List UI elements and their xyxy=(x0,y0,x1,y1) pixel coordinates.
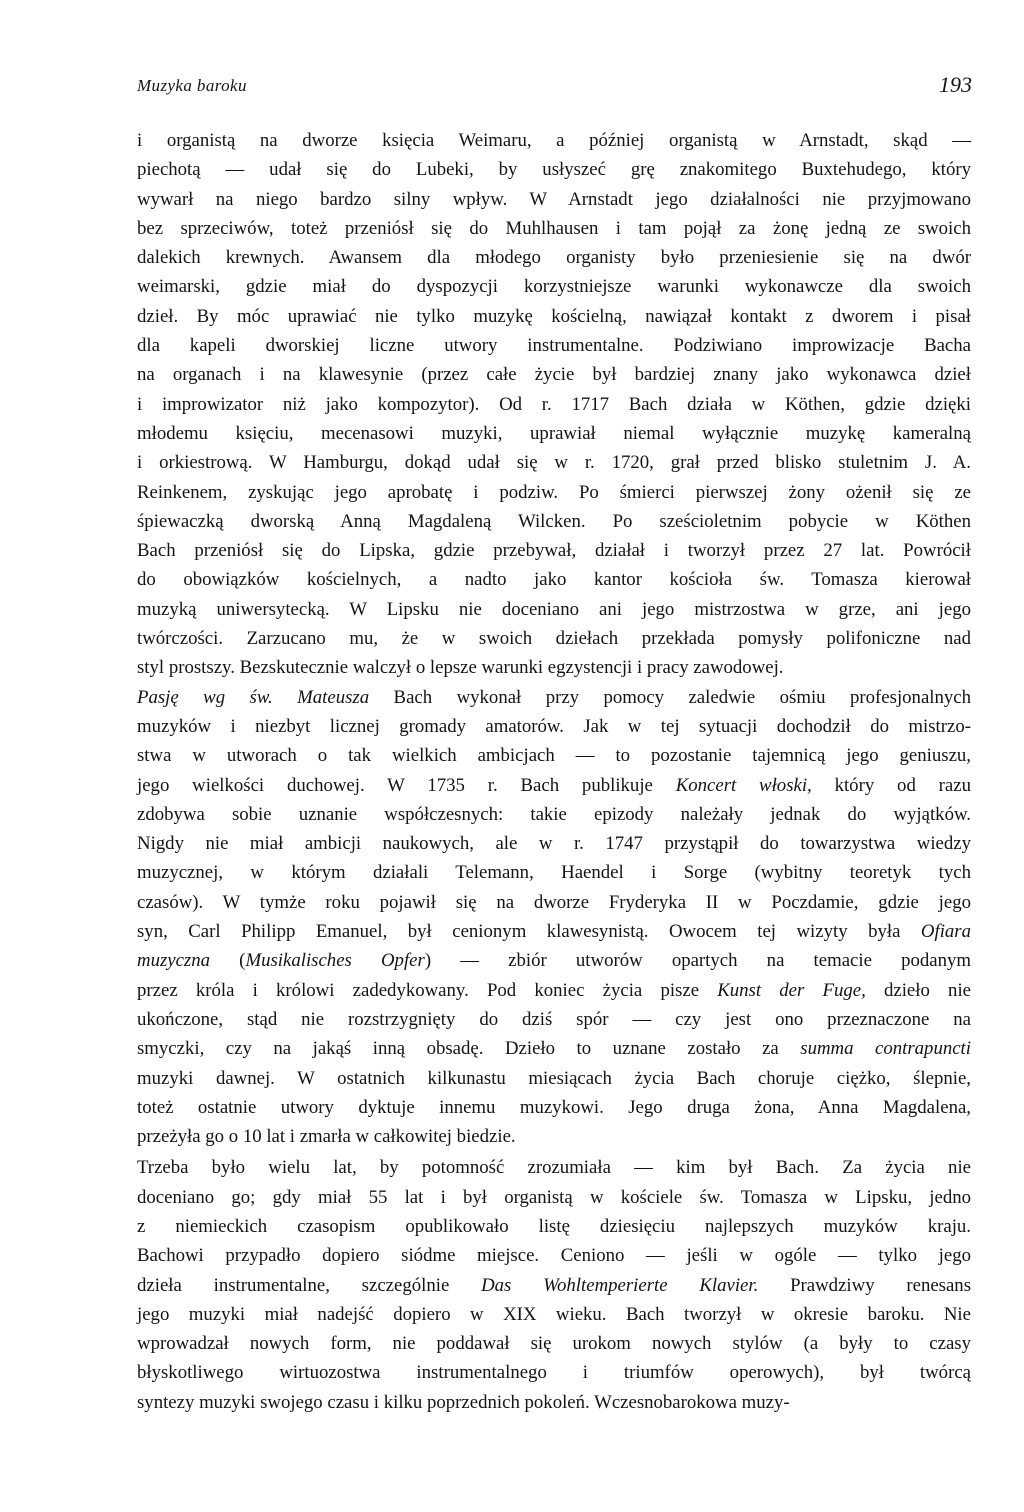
text-line xyxy=(137,771,971,800)
text-segment: ( xyxy=(210,950,246,972)
text-line xyxy=(137,1271,971,1300)
text-line xyxy=(137,243,971,272)
text-segment: Prawdziwy renesans xyxy=(758,1274,972,1296)
text-segment: i organistą na dworze księcia Weimaru, a później organistą w Arnstadt, skąd — xyxy=(137,130,971,151)
page-number: 193 xyxy=(939,72,972,97)
text-segment: ukończone, stąd nie rozstrzygnięty do dziś spór — czy jest ono przeznaczone na xyxy=(137,1008,971,1030)
text-line xyxy=(137,185,971,214)
text-line xyxy=(137,302,971,331)
text-segment: Bach wykonał przy pomocy zaledwie ośmiu profesjonalnych xyxy=(369,686,971,708)
text-segment: muzyki dawnej. W ostatnich kilkunastu miesiącach życia Bach choruje ciężko, ślepnie, xyxy=(137,1067,971,1089)
text-segment: błyskotliwego wirtuozostwa instrumentalnego i triumfów operowych), był twórcą xyxy=(137,1362,971,1384)
text-line xyxy=(137,1329,971,1358)
text-line xyxy=(137,624,971,653)
text-segment: młodemu księciu, mecenasowi muzyki, uprawiał niemal wyłącznie muzykę kameralną xyxy=(137,422,971,444)
italic-title: Ofiara xyxy=(920,921,971,943)
text-segment: który od razu xyxy=(811,774,971,796)
text-line xyxy=(137,976,971,1005)
text-segment: Nigdy nie miał ambicji naukowych, ale w r. 1747 przystąpił do towarzystwa wiedzy xyxy=(137,833,971,855)
text-line xyxy=(137,1388,971,1417)
text-segment: wprowadzał nowych form, nie poddawał się urokom nowych stylów (a były to czasy xyxy=(137,1333,971,1355)
text-segment: toteż ostatnie utwory dyktuje innemu muzykowi. Jego druga żona, Anna Magdalena, xyxy=(137,1096,971,1118)
text-segment: Bach przeniósł się do Lipska, gdzie przebywał, działał i tworzył przez 27 lat. Powrócił xyxy=(137,540,971,562)
text-line xyxy=(137,917,971,946)
text-line xyxy=(137,272,971,301)
text-line xyxy=(137,448,971,477)
text-line xyxy=(137,800,971,829)
text-segment: syn, Carl Philipp Emanuel, był cenionym klawesynistą. Owocem tej wizyty była xyxy=(137,921,921,943)
italic-title: Koncert włoski, xyxy=(675,774,812,796)
body-text xyxy=(137,126,971,1417)
text-line xyxy=(137,1064,971,1093)
text-line xyxy=(137,1005,971,1034)
text-line xyxy=(137,565,971,594)
text-segment: i improwizator niż jako kompozytor). Od r. 1717 Bach działa w Köthen, gdzie dzięki xyxy=(137,393,971,415)
text-segment: dzieło nie xyxy=(865,979,971,1001)
text-line xyxy=(137,1358,971,1387)
italic-title: Pasję wg św. Mateusza xyxy=(137,686,370,708)
running-head-title: Muzyka baroku xyxy=(137,76,247,95)
text-segment: piechotą — udał się do Lubeki, by usłyszeć grę znakomitego Buxtehudego, który xyxy=(137,159,971,181)
text-line xyxy=(137,1034,971,1063)
text-segment: muzyką uniwersytecką. W Lipsku nie doceniano ani jego mistrzostwa w grze, ani jego xyxy=(137,598,971,620)
text-segment: przeżyła go o 10 lat i zmarła w całkowitej biedzie. xyxy=(137,1126,516,1148)
text-segment: doceniano go; gdy miał 55 lat i był organistą w kościele św. Tomasza w Lipsku, jedno xyxy=(137,1186,971,1208)
text-line xyxy=(137,683,971,712)
text-segment: styl prostszy. Bezskutecznie walczył o lepsze warunki egzystencji i pracy zawodowej. xyxy=(137,657,784,679)
text-line xyxy=(137,1212,971,1241)
text-segment: stwa w utworach o tak wielkich ambicjach — to pozostanie tajemnicą jego geniuszu, xyxy=(137,745,971,767)
text-line xyxy=(137,1183,971,1212)
text-segment: muzycznej, w którym działali Telemann, Haendel i Sorge (wybitny teoretyk tych xyxy=(137,862,971,884)
text-segment: muzyków i niezbyt licznej gromady amatorów. Jak w tej sytuacji dochodził do mistrzo- xyxy=(137,715,971,737)
text-line xyxy=(137,478,971,507)
text-segment: czasów). W tymże roku pojawił się na dworze Fryderyka II w Poczdamie, gdzie jego xyxy=(137,891,971,913)
text-segment: syntezy muzyki swojego czasu i kilku poprzednich pokoleń. Wczesnobarokowa muzy- xyxy=(137,1391,790,1413)
italic-title: Kunst der Fuge, xyxy=(717,979,866,1001)
text-line xyxy=(137,419,971,448)
text-segment: dalekich krewnych. Awansem dla młodego organisty było przeniesienie się na dwór xyxy=(137,247,971,269)
italic-title: Musikalisches Opfer xyxy=(245,950,425,972)
text-segment: i orkiestrową. W Hamburgu, dokąd udał się w r. 1720, grał przed blisko stuletnim J. A. xyxy=(137,452,971,474)
text-line xyxy=(137,360,971,389)
text-line xyxy=(137,712,971,741)
text-line xyxy=(137,214,971,243)
text-line xyxy=(137,1093,971,1122)
text-segment: dzieła instrumentalne, szczególnie xyxy=(137,1274,482,1296)
text-segment: bez sprzeciwów, toteż przeniósł się do Muhlhausen i tam pojął za żonę jedną ze swoich xyxy=(137,217,971,239)
text-segment: Reinkenem, zyskując jego aprobatę i podziw. Po śmierci pierwszej żony ożenił się ze xyxy=(137,481,971,503)
text-segment: Bachowi przypadło dopiero siódme miejsce. Ceniono — jeśli w ogóle — tylko jego xyxy=(137,1245,971,1267)
text-segment: Trzeba było wielu lat, by potomność zrozumiała — kim był Bach. Za życia nie xyxy=(137,1157,971,1179)
text-segment: śpiewaczką dworską Anną Magdaleną Wilcken. Po sześcioletnim pobycie w Köthen xyxy=(137,510,971,532)
text-segment: zdobywa sobie uznanie współczesnych: takie epizody należały jednak do wyjątków. xyxy=(137,803,971,825)
text-segment: smyczki, czy na jakąś inną obsadę. Dzieło to uznane zostało za xyxy=(137,1038,801,1060)
text-line xyxy=(137,1300,971,1329)
text-line xyxy=(137,858,971,887)
text-segment: ) — zbiór utworów opartych na temacie podanym xyxy=(424,950,971,972)
text-segment: z niemieckich czasopism opublikowało listę dziesięciu najlepszych muzyków kraju. xyxy=(137,1215,971,1237)
text-segment: na organach i na klawesynie (przez całe życie był bardziej znany jako wykonawca dzieł xyxy=(137,364,971,386)
text-segment: dzieł. By móc uprawiać nie tylko muzykę kościelną, nawiązał kontakt z dworem i pisał xyxy=(137,305,971,327)
italic-title: Das Wohltemperierte Klavier. xyxy=(481,1274,759,1296)
text-line xyxy=(137,507,971,536)
text-line xyxy=(137,946,971,975)
text-line xyxy=(137,1122,971,1151)
text-segment: do obowiązków kościelnych, a nadto jako kantor kościoła św. Tomasza kierował xyxy=(137,569,971,591)
text-line xyxy=(137,390,971,419)
text-segment: wywarł na niego bardzo silny wpływ. W Arnstadt jego działalności nie przyjmowano xyxy=(137,188,971,210)
text-segment: dla kapeli dworskiej liczne utwory instrumentalne. Podziwiano improwizacje Bacha xyxy=(137,335,971,357)
text-line xyxy=(137,888,971,917)
text-line xyxy=(137,1241,971,1270)
text-line xyxy=(137,1153,971,1182)
text-segment: jego muzyki miał nadejść dopiero w XIX wieku. Bach tworzył w okresie baroku. Nie xyxy=(137,1303,971,1325)
text-segment: weimarski, gdzie miał do dyspozycji korzystniejsze warunki wykonawcze dla swoich xyxy=(137,276,971,298)
italic-title: summa contrapuncti xyxy=(800,1038,971,1060)
running-head xyxy=(137,72,972,102)
text-line xyxy=(137,653,971,682)
text-segment: przez króla i królowi zadedykowany. Pod koniec życia pisze xyxy=(137,979,718,1001)
text-line xyxy=(137,126,971,155)
italic-title: muzyczna xyxy=(137,950,211,972)
text-line xyxy=(137,741,971,770)
text-line xyxy=(137,829,971,858)
text-line xyxy=(137,155,971,184)
text-line xyxy=(137,595,971,624)
text-segment: twórczości. Zarzucano mu, że w swoich dziełach przekłada pomysły polifoniczne nad xyxy=(137,628,971,650)
text-segment: jego wielkości duchowej. W 1735 r. Bach publikuje xyxy=(137,774,676,796)
text-line xyxy=(137,536,971,565)
text-line xyxy=(137,331,971,360)
